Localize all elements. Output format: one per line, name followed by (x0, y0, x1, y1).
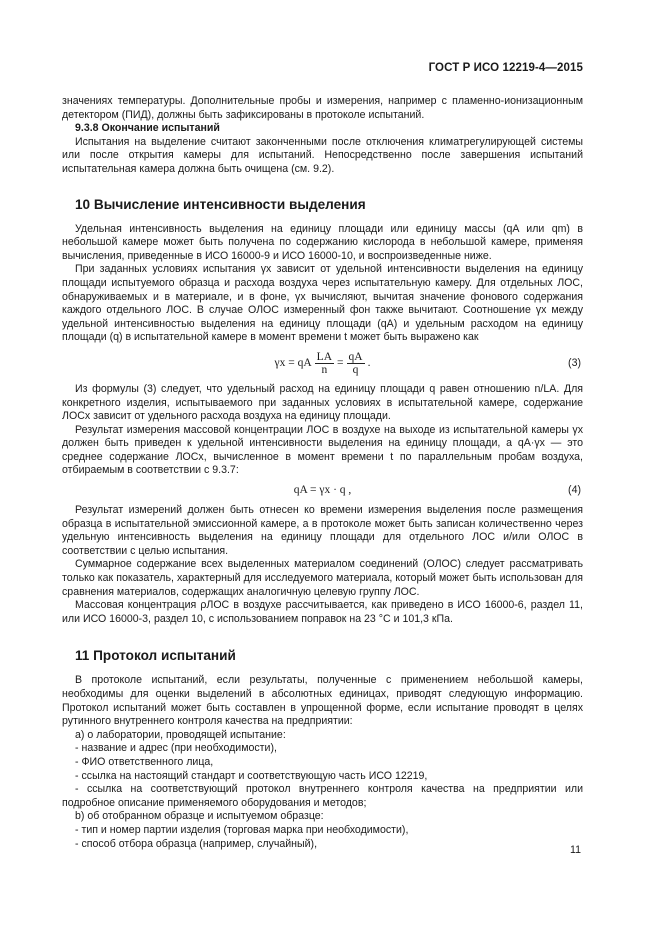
paragraph: Результат измерения массовой концентрации ЛОС в воздухе на выходе из испытательной камеры γx должен быть приведен к удельной интенсивности выделения на единицу площади, а qA·γx — это среднее содержание ЛОСx, вычисленное в момент времени t по параллельным пробам воздуха, отбираемым в соответствии с 9.3.7: (62, 423, 583, 477)
section-heading-11: 11 Протокол испытаний (75, 648, 236, 664)
formula-4 (62, 478, 583, 504)
list-item: b) об отобранном образце и испытуемом образце: (75, 810, 324, 823)
list-item: - ссылка на настоящий стандарт и соответствующую часть ИСО 12219, (75, 769, 428, 782)
paragraph: Удельная интенсивность выделения на единицу площади или единицу массы (qA или qm) в небольшой камере может быть получена по содержанию кислорода в небольшой камере, применяя вычисления, приведенные в ИСО 16000-9 и ИСО 16000-10, и воспроизведенные ниже. (62, 222, 583, 262)
paragraph: При заданных условиях испытания γx зависит от удельной интенсивности выделения на единицу площади испытуемого образца и расхода воздуха через испытательную камеру. Для отдельных ЛОС, обнаруживаемых и в материале, и в фоне, γx вычисляют, вычитая значение фонового содержания каждого отдельного ЛОС. В случае ОЛОС измеренный фон также вычитают. Соотношение γx между удельной интенсивностью выделения на единицу площади (qA) и удельным расходом на единицу площади (q) в испытательной камере в момент времени t может быть выражено как (62, 263, 583, 344)
page-number: 11 (570, 844, 581, 856)
list-item: - ФИО ответственного лица, (75, 755, 214, 768)
paragraph: В протоколе испытаний, если результаты, полученные с применением небольшой камеры, необходимы для оценки выделений в абсолютных единицах, приводят следующую информацию. Протокол испытаний может быть составлен в упрощенной форме, если испытание проводят в целях рутинного внутреннего контроля качества на предприятии: (62, 674, 583, 728)
document-header: ГОСТ Р ИСО 12219-4—2015 (428, 62, 583, 74)
list-item: - способ отбора образца (например, случайный), (75, 837, 318, 850)
fraction (315, 351, 334, 377)
formula-number: (4) (568, 484, 581, 497)
fraction-denominator: n (321, 363, 328, 376)
formula-text: qA = γx · q , (293, 484, 352, 497)
fraction-numerator: LA (316, 350, 333, 363)
formula-lhs: γx = qA (274, 357, 312, 370)
paragraph: Из формулы (3) следует, что удельный расход на единицу площади q равен отношению n/LA. Для конкретного изделия, испытываемого при заданных условиях в испытательной камере, содержание ЛОСx зависит от удельного расхода воздуха на единицу площади. (62, 382, 583, 423)
list-item: - тип и номер партии изделия (торговая марка при необходимости), (75, 823, 409, 836)
formula-equals: = (337, 357, 344, 370)
list-item: - ссылка на соответствующий протокол внутреннего контроля качества на предприятии или подробное описание применяемого оборудования и методов; (62, 783, 583, 809)
fraction (347, 351, 365, 377)
list-item: а) о лаборатории, проводящей испытание: (75, 728, 286, 741)
paragraph: Суммарное содержание всех выделенных материалом соединений (ОЛОС) следует рассматривать только как показатель, характерный для исследуемого материала, который может быть использован для сравнения материалов, содержащих аналогичную целевую группу ЛОС. (62, 558, 583, 598)
paragraph: значениях температуры. Дополнительные пробы и измерения, например с пламенно-ионизационным детектором (ПИД), должны быть зафиксированы в протоколе испытаний. (62, 95, 583, 121)
list-item: - название и адрес (при необходимости), (75, 742, 277, 755)
formula-end: . (367, 357, 371, 370)
fraction-denominator: q (352, 363, 359, 376)
document-body (62, 95, 583, 851)
paragraph: Массовая концентрация ρЛОС в воздухе рассчитывается, как приведено в ИСО 16000-6, раздел 11, или ИСО 16000-3, раздел 10, с использованием поправок на 23 °С и 101,3 кПа. (62, 599, 583, 625)
fraction-numerator: qA (348, 350, 363, 363)
formula-3 (62, 345, 583, 383)
paragraph: Результат измерений должен быть отнесен ко времени измерения выделения после размещения образца в испытательной эмиссионной камере, а в протоколе может быть записан количественно через удельную интенсивность выделения на единицу площади для отдельного ЛОС и/или ОЛОС в соответствии с целью испытания. (62, 504, 583, 557)
paragraph: Испытания на выделение считают законченными после отключения климатрегулирующей системы или после открытия камеры для испытаний. Непосредственно после завершения испытаний испытательная камера должна быть очищена (см. 9.2). (62, 135, 583, 175)
section-heading-10: 10 Вычисление интенсивности выделения (75, 196, 366, 212)
subsection-heading: 9.3.8 Окончание испытаний (75, 122, 220, 135)
formula-number: (3) (568, 357, 581, 370)
